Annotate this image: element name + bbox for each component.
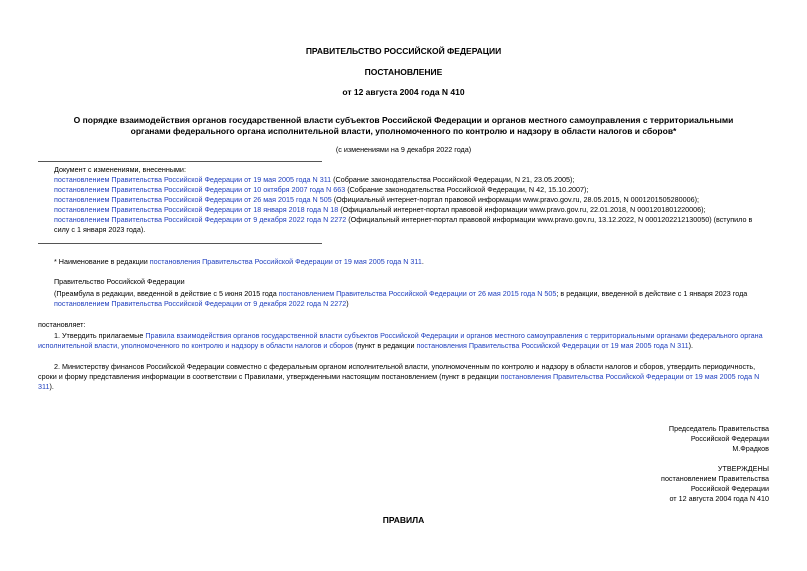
amendment-source: (Собрание законодательства Российской Федерации, N 21, 23.05.2005); xyxy=(331,175,575,184)
amendment-source: (Официальный интернет-портал правовой информации www.pravo.gov.ru, 22.01.2018, N 0001201801220006); xyxy=(338,205,706,214)
paragraph-1 xyxy=(38,331,770,351)
preamble-note-text: ; в редакции, введенной в действие с 1 января 2023 года xyxy=(556,289,748,298)
amendment-item xyxy=(54,215,770,225)
rules-heading: ПРАВИЛА xyxy=(382,515,425,525)
paragraph-1-line1 xyxy=(38,331,770,341)
amendment-item xyxy=(54,195,770,205)
footnote-link[interactable]: постановления Правительства Российской Федерации от 19 мая 2005 года N 311 xyxy=(149,257,422,266)
footnote-suffix: . xyxy=(421,257,424,266)
amendments-block xyxy=(54,165,770,235)
footnote-prefix: * Наименование в редакции xyxy=(54,257,150,266)
preamble-note-line1 xyxy=(54,289,770,299)
document-date-number: от 12 августа 2004 года N 410 xyxy=(342,87,465,97)
signature-position: Председатель Правительства xyxy=(668,424,769,433)
document-title-line1: О порядке взаимодействия органов государственной власти субъектов Российской Федерации и органов местного самоуправления с территориальными xyxy=(73,115,734,125)
divider-bottom xyxy=(38,243,322,244)
preamble-government: Правительство Российской Федерации xyxy=(54,277,185,286)
document-title-line2: органами федерального органа исполнительной власти, уполномоченного по контролю и надзору в области налогов и сборов* xyxy=(130,126,677,136)
authority-heading: ПРАВИТЕЛЬСТВО РОССИЙСКОЙ ФЕДЕРАЦИИ xyxy=(305,46,502,56)
signature-organization: Российской Федерации xyxy=(690,434,769,443)
amendment-item-continuation: силу с 1 января 2023 года). xyxy=(54,225,146,234)
amendment-reference-link[interactable]: постановления Правительства Российской Федерации от 19 мая 2005 года N xyxy=(500,372,760,381)
signature-name: М.Фрадков xyxy=(732,444,769,453)
paragraph-2-line3 xyxy=(38,382,770,392)
approval-label: УТВЕРЖДЕНЫ xyxy=(717,464,769,473)
paragraph-1-line2 xyxy=(38,341,770,351)
paragraph-2 xyxy=(38,362,770,392)
title-footnote xyxy=(54,257,424,267)
paragraph-text: ). xyxy=(688,341,693,350)
amendment-item xyxy=(54,185,770,195)
document-title xyxy=(0,115,807,137)
amendment-source: (Официальный интернет-портал правовой информации www.pravo.gov.ru, 28.05.2015, N 0001201505280006); xyxy=(331,195,699,204)
preamble-note-link[interactable]: постановлением Правительства Российской Федерации от 26 мая 2015 года N 505 xyxy=(278,289,557,298)
decides-label: постановляет: xyxy=(38,320,86,329)
document-type: ПОСТАНОВЛЕНИЕ xyxy=(364,67,443,77)
amendment-link[interactable]: постановлением Правительства Российской Федерации от 18 января 2018 года N 18 xyxy=(54,205,339,214)
approval-by: постановлением Правительства xyxy=(661,474,769,483)
amendment-item xyxy=(54,205,770,215)
paragraph-text: 1. Утвердить прилагаемые xyxy=(54,331,146,340)
amendment-link[interactable]: постановлением Правительства Российской Федерации от 9 декабря 2022 года N 2272 xyxy=(54,215,347,224)
amendment-link[interactable]: постановлением Правительства Российской Федерации от 10 октября 2007 года N 663 xyxy=(54,185,346,194)
revision-note: (с изменениями на 9 декабря 2022 года) xyxy=(335,145,472,154)
signature-block xyxy=(669,424,769,454)
amendment-source: (Собрание законодательства Российской Федерации, N 42, 15.10.2007); xyxy=(345,185,589,194)
approval-date-number: от 12 августа 2004 года N 410 xyxy=(669,494,769,503)
preamble-note-text: (Преамбула в редакции, введенной в действие с 5 июня 2015 года xyxy=(54,289,279,298)
divider-top xyxy=(38,161,322,162)
paragraph-text: (пункт в редакции xyxy=(352,341,417,350)
approval-organization: Российской Федерации xyxy=(690,484,769,493)
approval-block xyxy=(661,464,769,504)
amendment-source: (Официальный интернет-портал правовой информации www.pravo.gov.ru, 13.12.2022, N 0001202212130050) (вступило в xyxy=(346,215,753,224)
amendments-intro: Документ с изменениями, внесенными: xyxy=(54,165,186,174)
paragraph-2-line1: 2. Министерству финансов Российской Федерации совместно с федеральным органом исполнительной власти, уполномоченным по контролю и надзору в области налогов и сборов, утвердить периодичность, xyxy=(54,362,756,371)
rules-link[interactable]: Правила взаимодействия органов государственной власти субъектов Российской Федерации и органов местного самоуправления с территориальными органами федерального органа xyxy=(145,331,763,340)
amendment-link[interactable]: постановлением Правительства Российской Федерации от 19 мая 2005 года N 311 xyxy=(54,175,332,184)
preamble-note xyxy=(54,289,770,309)
rules-link[interactable]: исполнительной власти, уполномоченного по контролю и надзору в области налогов и сборов xyxy=(38,341,353,350)
amendment-reference-link[interactable]: постановления Правительства Российской Федерации от 19 мая 2005 года N 311 xyxy=(416,341,689,350)
preamble-note-link[interactable]: постановлением Правительства Российской Федерации от 9 декабря 2022 года N 2272 xyxy=(54,299,347,308)
paragraph-2-line2 xyxy=(38,372,770,382)
paragraph-text: ). xyxy=(49,382,54,391)
preamble-note-line2 xyxy=(54,299,770,309)
amendment-item xyxy=(54,175,770,185)
amendment-link[interactable]: постановлением Правительства Российской Федерации от 26 мая 2015 года N 505 xyxy=(54,195,332,204)
amendment-reference-link[interactable]: 311 xyxy=(38,382,50,391)
paragraph-text: сроки и форму представления информации в соответствии с Правилами, утвержденными настоящим постановлением (пункт в редакции xyxy=(38,372,501,381)
preamble-note-text: ) xyxy=(346,299,349,308)
